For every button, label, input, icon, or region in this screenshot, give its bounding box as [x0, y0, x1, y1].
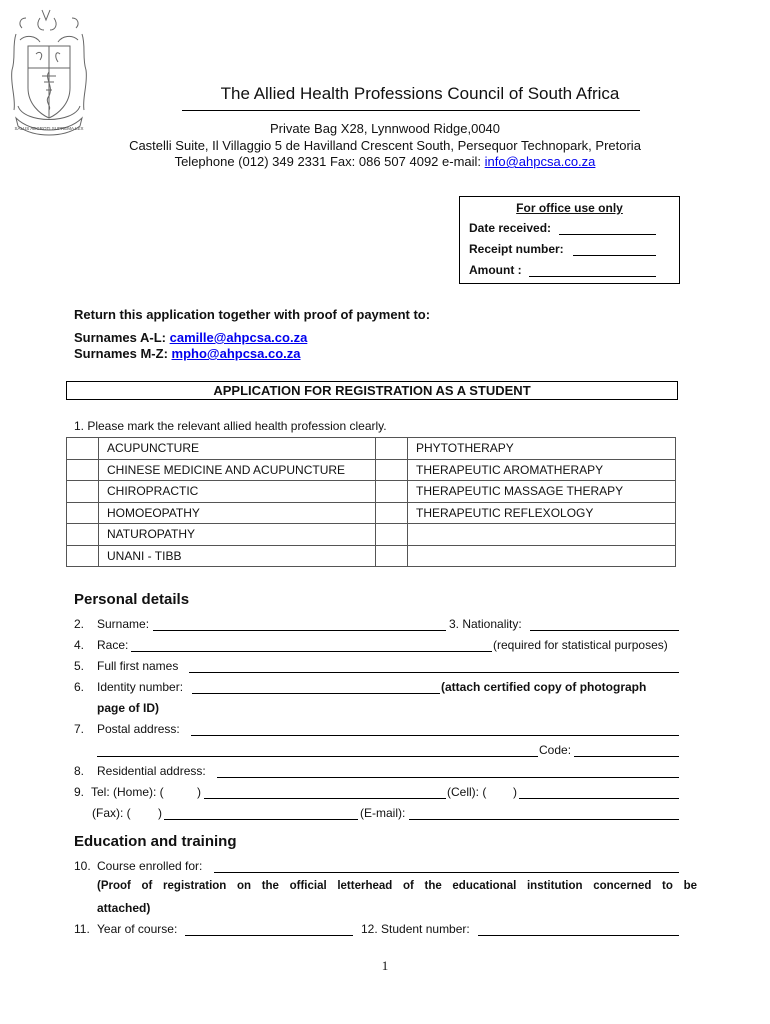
profession-checkbox[interactable]: [376, 481, 408, 503]
profession-option: CHINESE MEDICINE AND ACUPUNCTURE: [99, 459, 376, 481]
year-of-course-field[interactable]: [185, 935, 353, 936]
return-mz-line: [74, 346, 301, 361]
table-row: [67, 459, 676, 481]
item-number: 4.: [74, 638, 85, 652]
table-row: [67, 524, 676, 546]
profession-option-empty: [408, 524, 676, 546]
title-rule: [182, 110, 640, 111]
student-number-label: 12. Student number:: [361, 922, 470, 936]
table-row: [67, 502, 676, 524]
amount-line[interactable]: [529, 276, 656, 277]
profession-option: THERAPEUTIC REFLEXOLOGY: [408, 502, 676, 524]
identity-field[interactable]: [192, 693, 440, 694]
profession-checkbox[interactable]: [67, 545, 99, 567]
education-heading: Education and training: [74, 833, 237, 850]
residential-address-label: Residential address:: [97, 764, 206, 778]
return-mz-label: Surnames M-Z:: [74, 346, 168, 361]
item-number: 6.: [74, 680, 85, 694]
profession-option: ACUPUNCTURE: [99, 438, 376, 460]
identity-label: Identity number:: [97, 680, 184, 694]
race-label: Race:: [97, 638, 129, 652]
profession-option: THERAPEUTIC MASSAGE THERAPY: [408, 481, 676, 503]
postal-address-label: Postal address:: [97, 722, 180, 736]
amount-label: Amount :: [469, 263, 522, 277]
page-title: The Allied Health Professions Council of South Africa: [220, 84, 620, 103]
date-received-line[interactable]: [559, 234, 656, 235]
item-number: 2.: [74, 617, 85, 631]
proof-note-cont: attached): [97, 901, 151, 915]
item-number: 7.: [74, 722, 85, 736]
profession-checkbox[interactable]: [376, 545, 408, 567]
surname-field[interactable]: [153, 630, 446, 631]
race-note: (required for statistical purposes): [493, 638, 668, 652]
return-al-line: [74, 330, 307, 345]
profession-checkbox[interactable]: [67, 459, 99, 481]
profession-option: NATUROPATHY: [99, 524, 376, 546]
cell-label: (Cell): (: [447, 785, 487, 799]
item-number: 5.: [74, 659, 85, 673]
office-use-heading: For office use only: [516, 201, 623, 215]
receipt-number-label: Receipt number:: [469, 242, 564, 256]
paren-close: ): [513, 785, 517, 799]
surname-label: Surname:: [97, 617, 150, 631]
page-number: 1: [381, 958, 389, 973]
postal-code-field[interactable]: [574, 756, 679, 757]
residential-address-field[interactable]: [217, 777, 679, 778]
tel-home-label: Tel: (Home): (: [91, 785, 164, 799]
item-number: 11.: [74, 922, 90, 936]
receipt-number-line[interactable]: [573, 255, 656, 256]
profession-checkbox[interactable]: [376, 524, 408, 546]
fax-label: (Fax): (: [92, 806, 131, 820]
council-seal: [6, 6, 92, 136]
date-received-label: Date received:: [469, 221, 552, 235]
contact-line: [0, 154, 770, 169]
course-field[interactable]: [214, 872, 679, 873]
table-row: [67, 545, 676, 567]
return-al-email[interactable]: camille@ahpcsa.co.za: [169, 330, 308, 345]
full-names-field[interactable]: [189, 672, 679, 673]
email-label: (E-mail):: [360, 806, 406, 820]
profession-option-empty: [408, 545, 676, 567]
course-label: Course enrolled for:: [97, 859, 203, 873]
profession-option: PHYTOTHERAPY: [408, 438, 676, 460]
student-number-field[interactable]: [478, 935, 679, 936]
profession-option: CHIROPRACTIC: [99, 481, 376, 503]
profession-option: HOMOEOPATHY: [99, 502, 376, 524]
paren-close: ): [158, 806, 162, 820]
postal-address-field[interactable]: [191, 735, 679, 736]
address-line-1: Private Bag X28, Lynnwood Ridge,0040: [269, 121, 501, 136]
contact-email-link[interactable]: info@ahpcsa.co.za: [484, 154, 596, 169]
email-field[interactable]: [409, 819, 679, 820]
profession-checkbox[interactable]: [67, 502, 99, 524]
proof-note: (Proof of registration on the official letterhead of the educational institution concerned to be: [97, 880, 697, 892]
item-number: 10.: [74, 859, 91, 873]
full-names-label: Full first names: [97, 659, 179, 673]
item-number: 9.: [74, 785, 85, 799]
identity-note: (attach certified copy of photograph: [441, 680, 647, 694]
cell-field[interactable]: [519, 798, 679, 799]
seal-motto: SALUS AEGROTI SUPREMA LEX: [14, 126, 84, 131]
year-of-course-label: Year of course:: [97, 922, 178, 936]
form-title: APPLICATION FOR REGISTRATION AS A STUDENT: [66, 381, 678, 400]
race-field[interactable]: [131, 651, 492, 652]
table-row: [67, 438, 676, 460]
fax-field[interactable]: [164, 819, 358, 820]
profession-checkbox[interactable]: [376, 459, 408, 481]
profession-question: 1. Please mark the relevant allied health profession clearly.: [74, 419, 387, 433]
return-al-label: Surnames A-L:: [74, 330, 166, 345]
paren-close: ): [197, 785, 201, 799]
profession-checkbox[interactable]: [67, 438, 99, 460]
office-use-box: [459, 196, 680, 284]
return-instruction: Return this application together with proof of payment to:: [74, 307, 431, 322]
contact-text: Telephone (012) 349 2331 Fax: 086 507 4092 e-mail:: [174, 154, 485, 169]
table-row: [67, 481, 676, 503]
item-number: 8.: [74, 764, 85, 778]
profession-table: [66, 437, 676, 567]
nationality-field[interactable]: [530, 630, 679, 631]
profession-option: THERAPEUTIC AROMATHERAPY: [408, 459, 676, 481]
address-line-2: Castelli Suite, Il Villaggio 5 de Havilland Crescent South, Persequor Technopark, Pretoria: [129, 138, 641, 153]
postal-code-label: Code:: [539, 743, 572, 757]
tel-home-field[interactable]: [204, 798, 446, 799]
return-mz-email[interactable]: mpho@ahpcsa.co.za: [171, 346, 301, 361]
nationality-label: 3. Nationality:: [449, 617, 522, 631]
identity-note-cont: page of ID): [97, 701, 159, 715]
postal-address-field-line2[interactable]: [97, 756, 538, 757]
profession-checkbox[interactable]: [376, 502, 408, 524]
profession-checkbox[interactable]: [67, 481, 99, 503]
profession-checkbox[interactable]: [67, 524, 99, 546]
profession-option: UNANI - TIBB: [99, 545, 376, 567]
profession-checkbox[interactable]: [376, 438, 408, 460]
personal-details-heading: Personal details: [74, 591, 190, 608]
